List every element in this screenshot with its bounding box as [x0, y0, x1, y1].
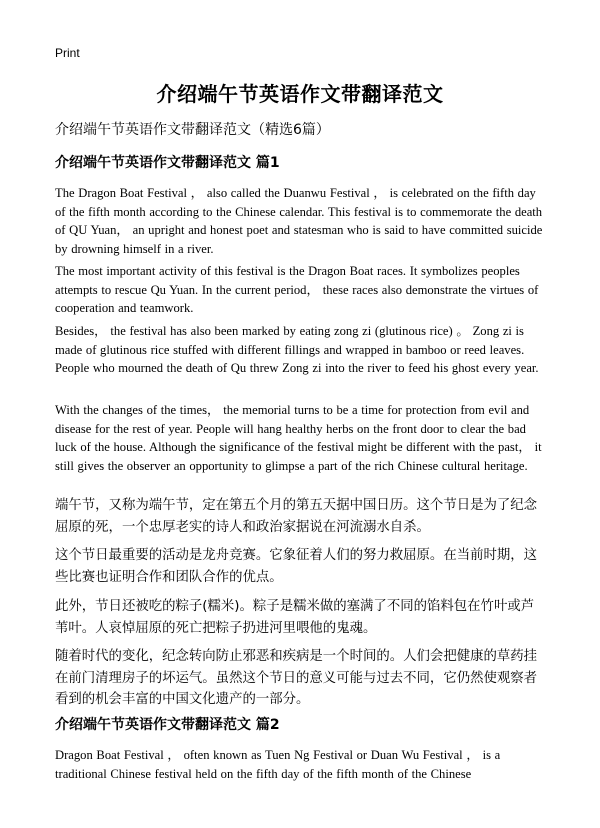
english-paragraph: Dragon Boat Festival ， often known as Tuen Ng Festival or Duan Wu Festival ， is a traditional Chinese festival held on the fifth day of the fifth month of the Chinese [55, 748, 501, 781]
english-paragraph: The Dragon Boat Festival ， also called the Duanwu Festival ， is celebrated on the fifth day of the fifth month according to the Chinese calendar. This festival is to commemorate the death of QU Yuan， an upright and honest poet and statesman who is said to have committed suicide by drowning himself in a river. [55, 186, 543, 256]
english-paragraph: With the changes of the times， the memorial turns to be a time for protection from evil and disease for the rest of year. People will hang healthy herbs on the front door to clear the bad luck of the house. Although the significance of the festival might be different with the past， it still gives the observer an opportunity to glimpse a part of the rich Chinese cultural heritage. [55, 403, 542, 473]
english-paragraph: The most important activity of this festival is the Dragon Boat races. It symbolizes peoples attempts to rescue Qu Yuan. In the current period， these races also demonstrate the virtues of cooperation and teamwork. [55, 264, 539, 315]
chinese-paragraph: 端午节，又称为端午节，定在第五个月的第五天据中国日历。这个节日是为了纪念屈原的死，一个忠厚老实的诗人和政治家据说在河流溺水自杀。 [55, 498, 538, 535]
chinese-paragraph: 随着时代的变化，纪念转向防止邪恶和疾病是一个时间的。人们会把健康的草药挂在前门清理房子的坏运气。虽然这个节日的意义可能与过去不同，它仍然使观察者看到的机会丰富的中国文化遗产的一部分。 [55, 649, 538, 707]
chinese-paragraph: 此外，节日还被吃的粽子(糯米)。粽子是糯米做的塞满了不同的馅料包在竹叶或芦苇叶。人哀悼屈原的死亡把粽子扔进河里喂他的鬼魂。 [55, 599, 535, 636]
document-title: 介绍端午节英语作文带翻译范文 [156, 82, 444, 106]
print-label: Print [55, 46, 80, 60]
section-heading-1: 介绍端午节英语作文带翻译范文 篇1 [55, 155, 280, 171]
document-subtitle: 介绍端午节英语作文带翻译范文（精选6篇） [55, 122, 330, 138]
english-paragraph: Besides， the festival has also been marked by eating zong zi (glutinous rice) 。 Zong zi is made of glutinous rice stuffed with different fillings and wrapped in bamboo or reed leaves. People who mourned the death of Qu threw Zong zi into the river to feed his ghost every year. [55, 324, 539, 375]
chinese-paragraph: 这个节日最重要的活动是龙舟竞赛。它象征着人们的努力救屈原。在当前时期，这些比赛也证明合作和团队合作的优点。 [55, 548, 538, 585]
section-heading-2: 介绍端午节英语作文带翻译范文 篇2 [55, 717, 280, 733]
